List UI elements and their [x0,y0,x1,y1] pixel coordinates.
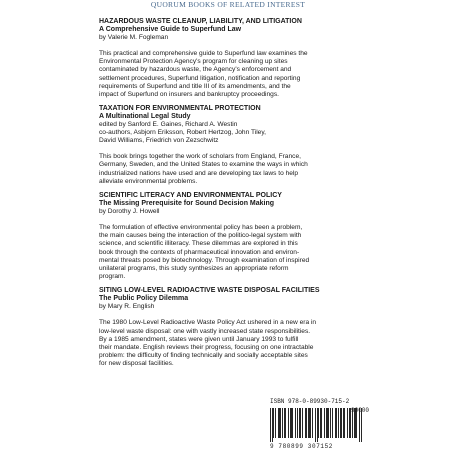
book-description: This practical and comprehensive guide to Superfund law examines the Environmental Protection Agency's program for cleaning up sites contaminated by hazardous waste, the Agency's enforcement and settlement procedures, Superfund litigation, notification and reporting requirements of Superfund and title III of its amendments, and the impact of Superfund on insurers and bankruptcy proceedings. [99,50,308,99]
barcode-bar [341,408,342,438]
barcode-bar [315,408,316,442]
barcode-bar [340,408,341,438]
book-author: by Valerie M. Fogleman [99,34,169,41]
barcode-bar [309,408,310,438]
book-author: by Dorothy J. Howell [99,208,160,216]
barcode-image [268,408,364,442]
barcode-bar [299,408,300,438]
barcode-bar [300,408,301,438]
barcode-bar [280,408,281,438]
barcode-bar [332,408,333,438]
barcode-bar [291,408,292,438]
barcode-bar [359,408,360,442]
barcode-bar [349,408,350,438]
book-title: TAXATION FOR ENVIRONMENTAL PROTECTION [99,105,261,113]
book-entry [99,192,357,281]
barcode-bar [272,408,273,442]
barcode-bar [292,408,293,438]
barcode-bar [326,408,327,438]
barcode-bar [312,408,313,438]
barcode-bar [308,408,309,438]
barcode-bar [327,408,328,438]
barcode-bar [290,408,291,438]
barcode-bar [306,408,307,438]
barcode-bar [344,408,345,438]
barcode-bar [330,408,331,438]
barcode-bar [278,408,279,438]
barcode-bar [275,408,276,438]
book-entry [99,18,357,99]
barcode-bar [285,408,286,438]
price-code: 90000 [351,407,370,414]
barcode-bar [279,408,280,438]
book-author: by Mary R. English [99,303,155,311]
book-subtitle: The Missing Prerequisite for Sound Decision Making [99,200,275,208]
barcode-bar [335,408,336,438]
book-title: SITING LOW-LEVEL RADIOACTIVE WASTE DISPOSAL FACILITIES [99,287,320,295]
book-entry [99,287,357,368]
barcode-bar [302,408,303,438]
barcode-bar [318,408,319,438]
barcode-bar [328,408,329,438]
barcode-bar [320,408,321,438]
book-subtitle: A Comprehensive Guide to Superfund Law [99,26,242,33]
book-entry [99,105,357,186]
series-header: QUORUM BOOKS OF RELATED INTEREST [150,0,306,9]
book-subtitle: The Public Policy Dilemma [99,295,189,303]
barcode-bar [295,408,296,438]
barcode-bar [355,408,356,438]
barcode-bar [288,408,289,438]
book-author: edited by Sanford E. Gaines, Richard A. Westin co-authors, Asbjorn Eriksson, Robert Hertzog, John Tiley, David Williams, Friedrich von Zezschwitz [99,121,266,145]
barcode-bar [317,408,318,442]
barcode-bar [270,408,271,442]
barcode-bar [282,408,283,438]
barcode-bar [343,408,344,438]
barcode-bar [361,408,362,442]
book-description: The formulation of effective environmental policy has been a problem, the main causes being the interaction of the politico-legal system with science, and scientific illiteracy. These dilemmas are explored in this book through the contexts of pharmaceutical innovation and environ- mental threats posed by biotechnology. Through examination of inspired unilateral programs, this study synthesizes an appropriate reform program. [99,224,310,281]
book-list [99,18,357,375]
isbn-block [270,398,365,405]
barcode-bar [336,408,337,438]
barcode-bar [350,408,351,438]
book-description: The 1980 Low-Level Radioactive Waste Policy Act ushered in a new era in low-level waste disposal: one with vastly increased state responsibilities. By a 1985 amendment, states were given until January 1993 to fulfill their mandate. English reviews their progress, focusing on one intractable problem: the difficulty of finding technically and socially acceptable sites for new disposal facilities. [99,319,317,368]
book-subtitle: A Multinational Legal Study [99,113,191,121]
barcode-bar [297,408,298,438]
book-title: SCIENTIFIC LITERACY AND ENVIRONMENTAL POLICY [99,192,282,200]
book-title: HAZARDOUS WASTE CLEANUP, LIABILITY, AND LITIGATION [99,18,302,25]
barcode-bar [324,408,325,438]
barcode-bar [321,408,322,438]
barcode-bar [354,408,355,438]
barcode-bar [347,408,348,438]
barcode-bar [352,408,353,438]
isbn-number: ISBN 978-0-89930-715-2 [270,398,350,405]
barcode-bar [273,408,274,438]
barcode-bar [284,408,285,438]
barcode-bar [338,408,339,438]
barcode-bar [356,408,357,438]
book-description: This book brings together the work of scholars from England, France, Germany, Sweden, and the United States to examine the ways in which industrialized nations have used and are developing tax laws to help alleviate environmental problems. [99,153,308,185]
barcode-digits: 9 780899 307152 [270,443,334,450]
barcode-bar [310,408,311,438]
barcode-bar [305,408,306,438]
